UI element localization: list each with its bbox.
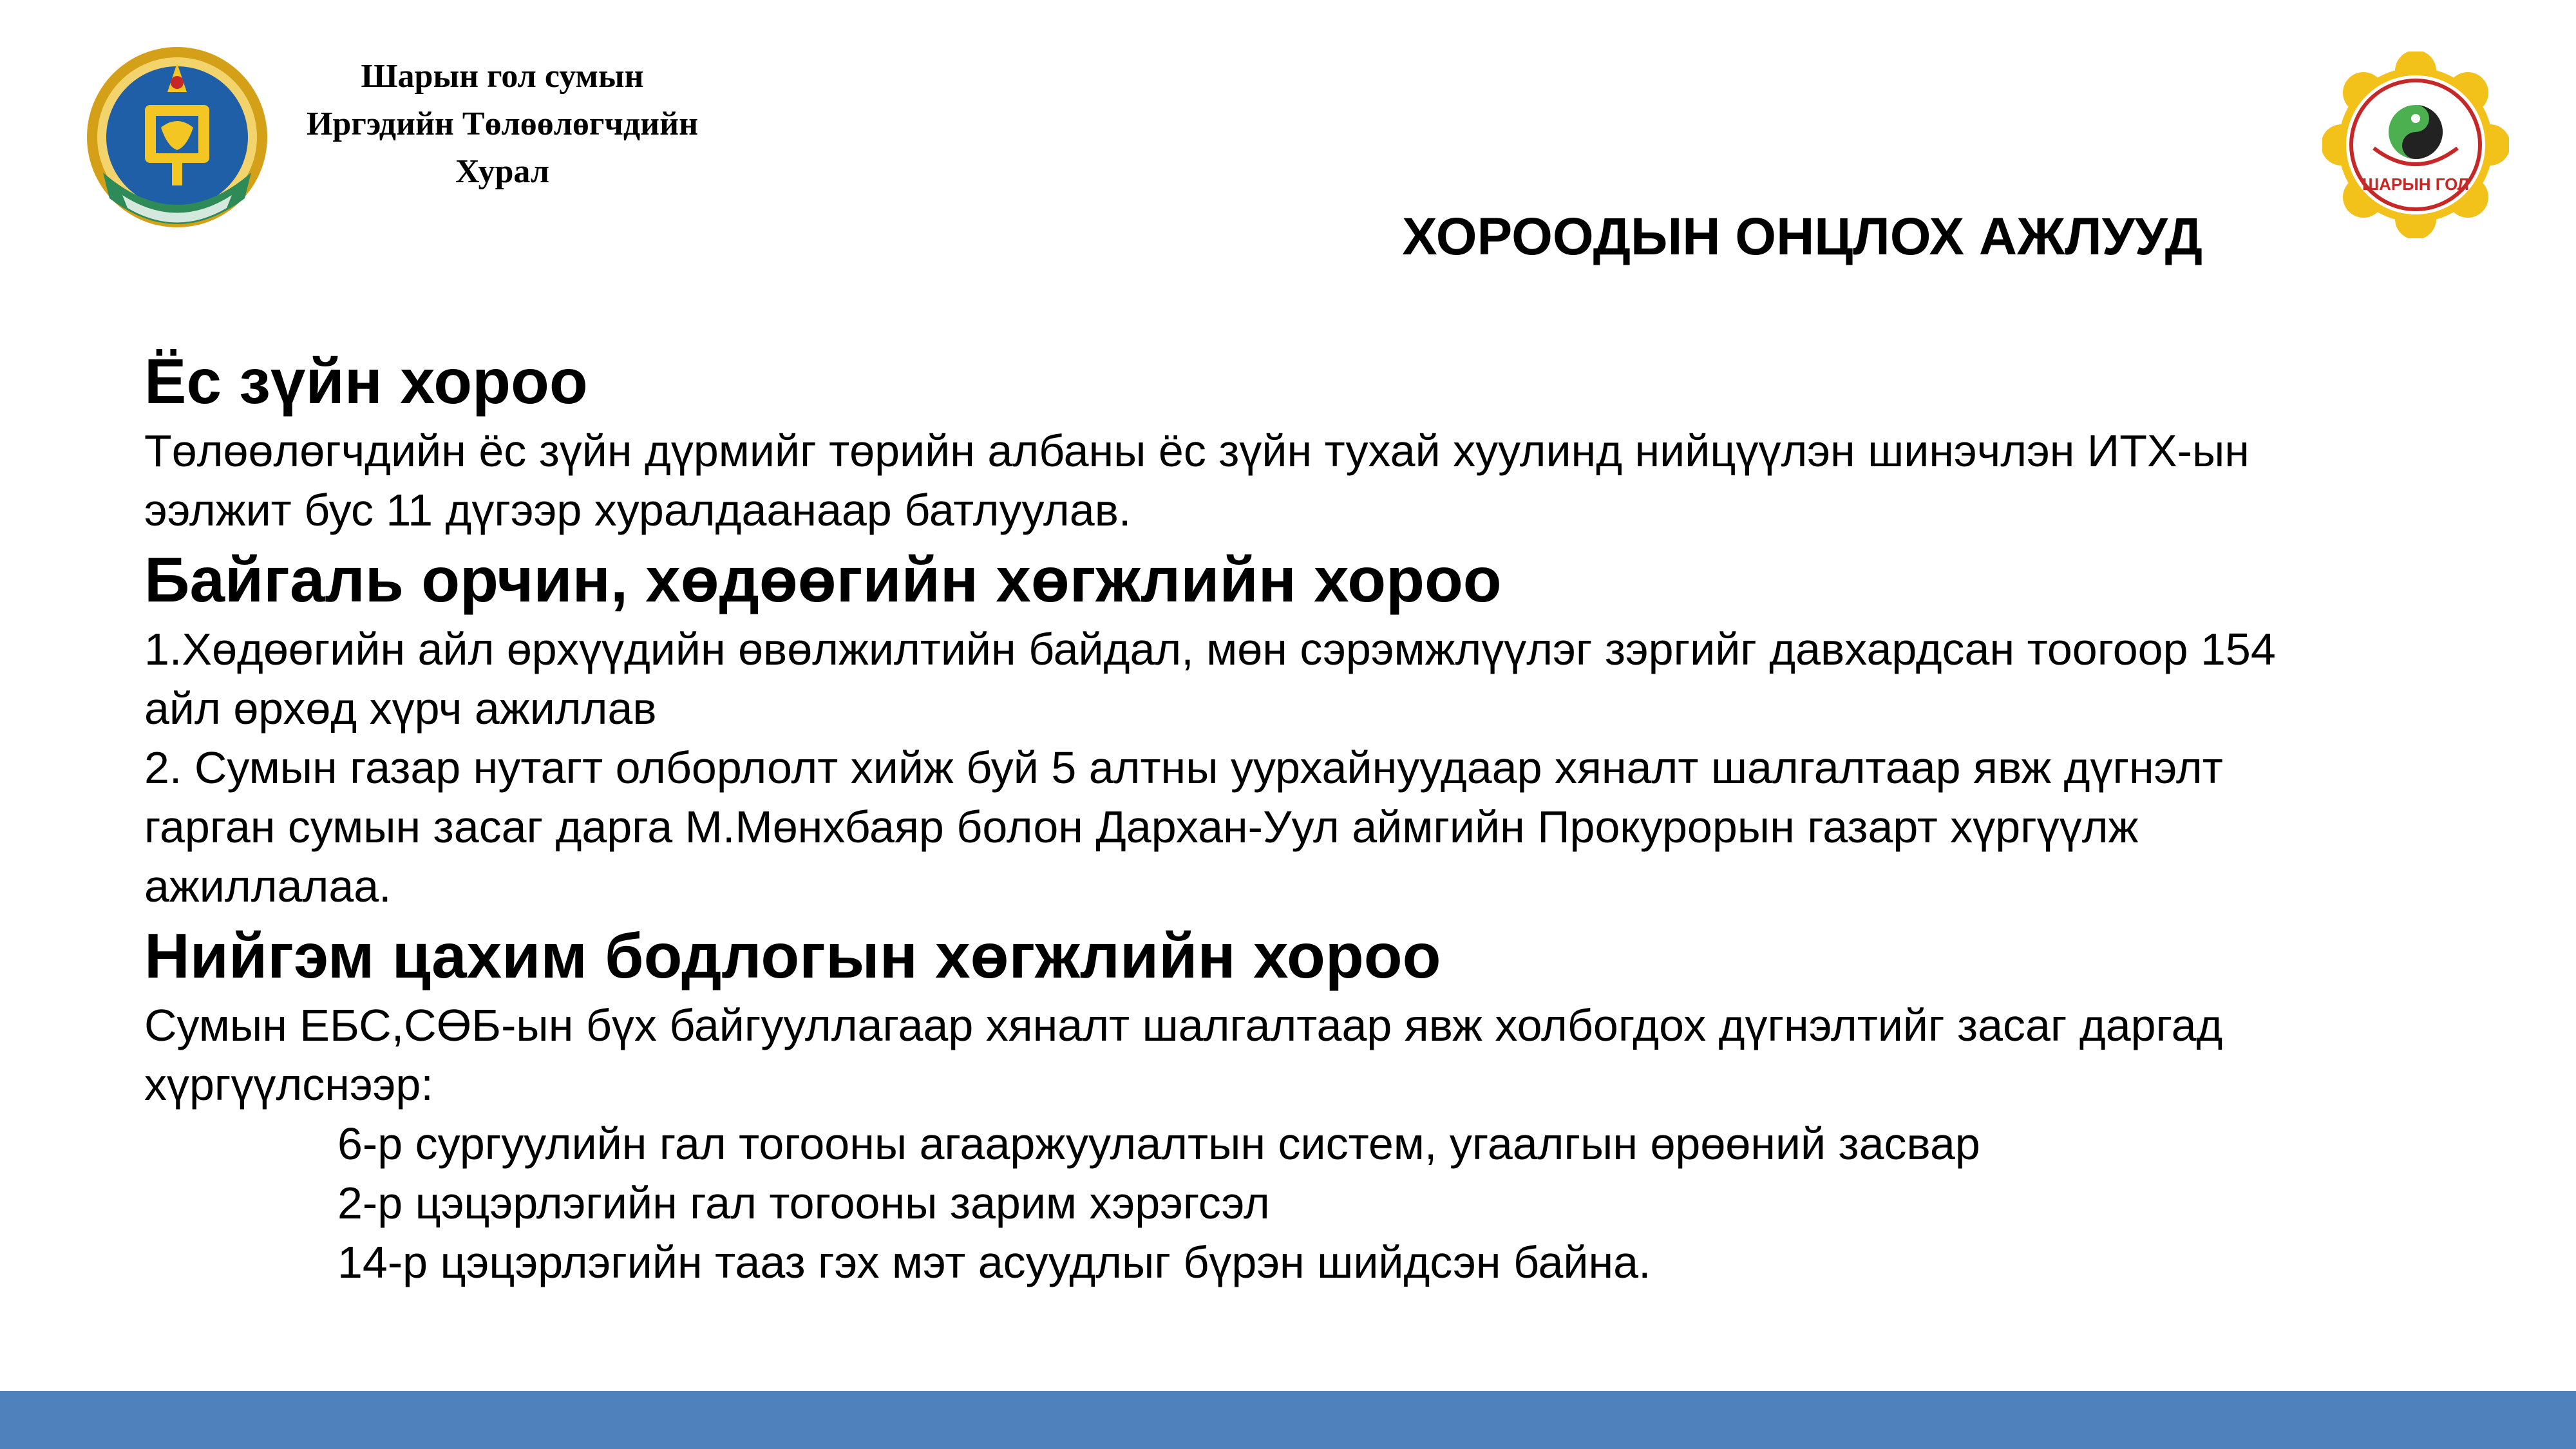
section-social-digital [144, 916, 2450, 1292]
section-text-line: 2. Сумын газар нутагт олборлолт хийж буй 5 алтны уурхайнуудаар хяналт шалгалтаар явж дүгнэлт [144, 743, 2223, 793]
section-environment [144, 540, 2450, 916]
section-text-line: гарган сумын засаг дарга М.Мөнхбаяр болон Дархан-Уул аймгийн Прокурорын газарт хүргүүлж [144, 802, 2139, 852]
list-item: 2-р цэцэрлэгийн гал тогооны зарим хэрэгсэл [337, 1178, 1270, 1228]
sharyn-gol-logo-icon [2322, 52, 2509, 238]
section-text-line: ээлжит бус 11 дүгээр хуралдаанаар батлуулав. [144, 485, 1132, 535]
section-text-line: Сумын ЕБС,СӨБ-ын бүх байгууллагаар хяналт шалгалтаар явж холбогдох дүгнэлтийг засаг даргад [144, 1000, 2223, 1050]
section-text-line: 1.Хөдөөгийн айл өрхүүдийн өвөлжилтийн байдал, мөн сэрэмжлүүлэг зэргийг давхардсан тоогоор 154 [144, 624, 2276, 674]
section-heading: Нийгэм цахим бодлогын хөгжлийн хороо [144, 920, 1441, 991]
section-text-line: айл өрхөд хүрч ажиллав [144, 683, 657, 734]
section-text-line: хүргүүлснээр: [144, 1059, 433, 1110]
footer-bar [0, 1391, 2576, 1449]
content-area [144, 341, 2450, 1292]
section-heading: Байгаль орчин, хөдөөгийн хөгжлийн хороо [144, 544, 1502, 615]
list-item: 14-р цэцэрлэгийн тааз гэх мэт асуудлыг бүрэн шийдсэн байна. [337, 1237, 1651, 1287]
section-heading: Ёс зүйн хороо [144, 346, 588, 417]
section-text-line: ажиллалаа. [144, 861, 392, 911]
org-name-line1: Шарын гол сумын [361, 58, 644, 95]
section-ethics [144, 341, 2450, 540]
svg-text:ШАРЫН ГОЛ: ШАРЫН ГОЛ [2362, 175, 2469, 194]
list-item: 6-р сургуулийн гал тогооны агааржуулалтын систем, угаалгын өрөөний засвар [337, 1119, 1980, 1169]
org-name-line3: Хурал [455, 153, 550, 190]
slide-title: ХОРООДЫН ОНЦЛОХ АЖЛУУД [1402, 207, 2202, 266]
org-name-line2: Иргэдийн Төлөөлөгчдийн [306, 106, 699, 142]
organization-name [270, 53, 734, 196]
section-text-line: Төлөөлөгчдийн ёс зүйн дүрмийг төрийн албаны ёс зүйн тухай хуулинд нийцүүлэн шинэчлэн ИТХ-ын [144, 426, 2249, 476]
